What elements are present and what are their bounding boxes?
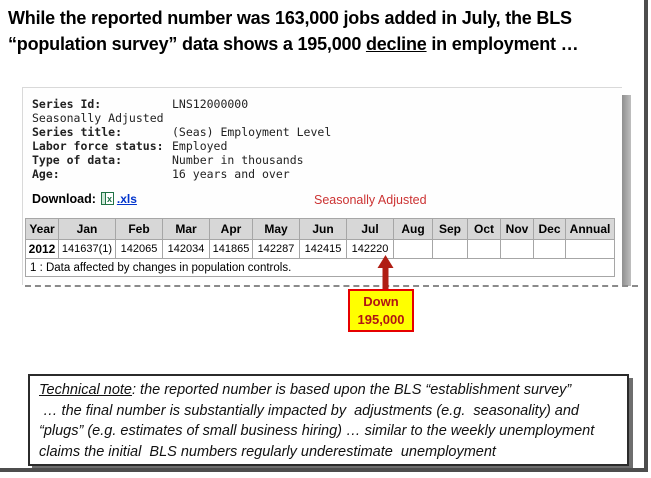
seasonally-adjusted-red-note: Seasonally Adjusted <box>314 193 427 207</box>
callout-line1: Down <box>363 293 399 309</box>
cell-nov <box>501 240 534 259</box>
note-line3: “plugs” (e.g. estimates of small business hiring) … similar to the weekly unemployment <box>39 423 595 439</box>
table-header-row <box>26 219 615 240</box>
series-id-label: Series Id: <box>32 97 102 111</box>
labor-force-status-value: Employed <box>172 139 228 153</box>
labor-force-status-row <box>32 139 592 153</box>
cell-year: 2012 <box>26 240 59 259</box>
col-header-apr: Apr <box>210 219 253 240</box>
title-line1: While the reported number was 163,000 jobs added in July, the BLS <box>8 8 572 28</box>
note-line4: claims the initial BLS numbers regularly underestimate unemployment <box>39 443 496 460</box>
cell-aug <box>394 240 433 259</box>
cell-feb: 142065 <box>116 240 163 259</box>
cell-mar: 142034 <box>163 240 210 259</box>
age-row <box>32 167 592 181</box>
download-row <box>32 192 612 210</box>
callout-line2: 195,000 <box>357 311 405 327</box>
down-195000-callout <box>348 289 414 332</box>
table-footnote: 1 : Data affected by changes in population controls. <box>26 259 615 277</box>
cell-annual <box>566 240 615 259</box>
note-line1 <box>39 380 618 401</box>
note-line1-rest: : the reported number is based upon the BLS “establishment survey” <box>131 382 572 398</box>
seasonally-adjusted-row <box>32 111 592 125</box>
series-id-row <box>32 97 592 111</box>
col-header-jan: Jan <box>59 219 116 240</box>
download-label: Download: <box>32 192 96 206</box>
series-title-label: Series title: <box>32 125 123 139</box>
cell-may: 142287 <box>253 240 300 259</box>
series-title-value: (Seas) Employment Level <box>172 125 332 139</box>
panel-drop-shadow <box>622 95 631 286</box>
image-frame-bottom-shadow <box>0 468 648 472</box>
type-of-data-value: Number in thousands <box>172 153 304 167</box>
col-header-oct: Oct <box>468 219 501 240</box>
xls-download-link[interactable]: .xls <box>116 192 137 206</box>
page-title <box>8 5 640 57</box>
excel-xls-icon <box>101 192 114 208</box>
title-line2-pre: “population survey” data shows a 195,000 <box>8 34 366 54</box>
series-info-block <box>32 97 592 181</box>
col-header-jun: Jun <box>300 219 347 240</box>
type-of-data-row <box>32 153 592 167</box>
cell-apr: 141865 <box>210 240 253 259</box>
up-arrow-icon <box>374 253 397 294</box>
series-title-row <box>32 125 592 139</box>
title-decline-underlined: decline <box>365 34 427 54</box>
image-frame-right-shadow <box>644 0 648 472</box>
type-of-data-label: Type of data: <box>32 153 123 167</box>
technical-note-box <box>28 374 629 466</box>
svg-text:x: x <box>106 194 112 204</box>
labor-force-status-label: Labor force status: <box>32 139 164 153</box>
table-row-2012 <box>26 240 615 259</box>
col-header-nov: Nov <box>501 219 534 240</box>
col-header-sep: Sep <box>433 219 468 240</box>
col-header-may: May <box>253 219 300 240</box>
age-label: Age: <box>32 167 60 181</box>
cell-jan: 141637(1) <box>59 240 116 259</box>
table-footnote-row <box>26 259 615 277</box>
cell-jun: 142415 <box>300 240 347 259</box>
technical-note-label: Technical note <box>39 382 132 398</box>
col-header-feb: Feb <box>116 219 163 240</box>
title-line2-post: in employment … <box>426 34 579 54</box>
cell-sep <box>433 240 468 259</box>
col-header-mar: Mar <box>163 219 210 240</box>
seasonally-adjusted-text: Seasonally Adjusted <box>32 111 164 125</box>
col-header-year: Year <box>26 219 59 240</box>
note-line2: … the final number is substantially impacted by adjustments (e.g. seasonality) and <box>39 402 579 419</box>
cell-dec <box>534 240 566 259</box>
dashed-cut-line <box>25 285 638 287</box>
col-header-aug: Aug <box>394 219 433 240</box>
series-id-value: LNS12000000 <box>172 97 249 111</box>
bls-screenshot-panel <box>22 87 622 285</box>
cell-jul: 142220 <box>347 240 394 259</box>
col-header-annual: Annual <box>566 219 615 240</box>
col-header-jul: Jul <box>347 219 394 240</box>
employment-data-table <box>25 218 615 277</box>
cell-oct <box>468 240 501 259</box>
col-header-dec: Dec <box>534 219 566 240</box>
age-value: 16 years and over <box>172 167 290 181</box>
